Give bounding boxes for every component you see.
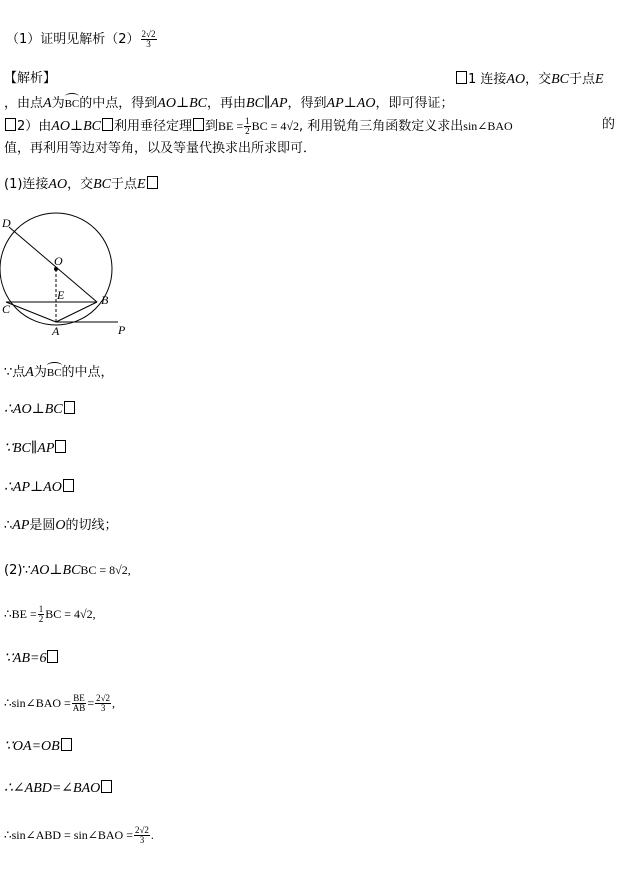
label-c: C <box>2 302 11 316</box>
answer-text: （1）证明见解析（2） <box>6 32 140 47</box>
solution-line3: ∵BC∥AP <box>4 440 67 457</box>
analysis-line3-end: 的 <box>602 117 616 132</box>
analysis-line1-right: 1 连接AO，交BC于点E <box>455 71 604 88</box>
label-e: E <box>57 288 65 302</box>
geometry-figure <box>0 205 140 340</box>
solution-line1: ∵点A为BC的中点， <box>4 362 114 381</box>
solution-line5: ∴AP是圆O的切线； <box>4 518 118 533</box>
label-o: O <box>54 254 63 268</box>
label-p: P <box>118 323 126 337</box>
label-a: A <box>52 324 60 338</box>
solution-line7: ∴BE = $\frac{1}{2}$ BC = 4√2, <box>4 604 96 624</box>
solution-step1: (1)连接AO，交BC于点E <box>4 176 159 193</box>
solution-line4: ∴AP⊥AO <box>4 479 75 496</box>
solution-line12: ∴sin∠ABD = sin∠BAO = $\frac{2√2}{3}$ . <box>4 825 154 845</box>
label-d: D <box>2 216 11 230</box>
solution-line6: (2)∵AO⊥BCBC = 8√2, <box>4 563 131 578</box>
segment-ab <box>56 302 97 322</box>
label-b: B <box>101 293 109 307</box>
analysis-line3: 2）由AO⊥BC 利用垂径定理 到BE = $\frac{1}{2}$ BC = 4√2, 利用锐角三角函数定义求出sin∠BAO <box>4 117 513 136</box>
solution-line10: ∵OA=OB <box>4 738 73 755</box>
answer-line <box>6 30 158 49</box>
answer-fraction: $\frac{2√2}{3}$ <box>141 29 156 49</box>
solution-line11: ∴∠ABD=∠BAO <box>4 780 113 797</box>
solution-line2: ∴AO⊥BC <box>4 401 76 418</box>
solution-line8: ∵AB=6 <box>4 650 59 667</box>
solution-line9: ∴sin∠BAO = $\frac{BE}{AB}$ = $\frac{2√2}{3}$ , <box>4 693 116 713</box>
analysis-line4: 值，再利用等边对等角，以及等量代换求出所求即可． <box>4 141 317 156</box>
analysis-title: 【解析】 <box>4 71 57 86</box>
analysis-line2: ，由点A为BC的中点，得到AO⊥BC，再由BC∥AP，得到AP⊥AO，即可得证； <box>4 93 453 112</box>
line-db <box>9 227 97 302</box>
